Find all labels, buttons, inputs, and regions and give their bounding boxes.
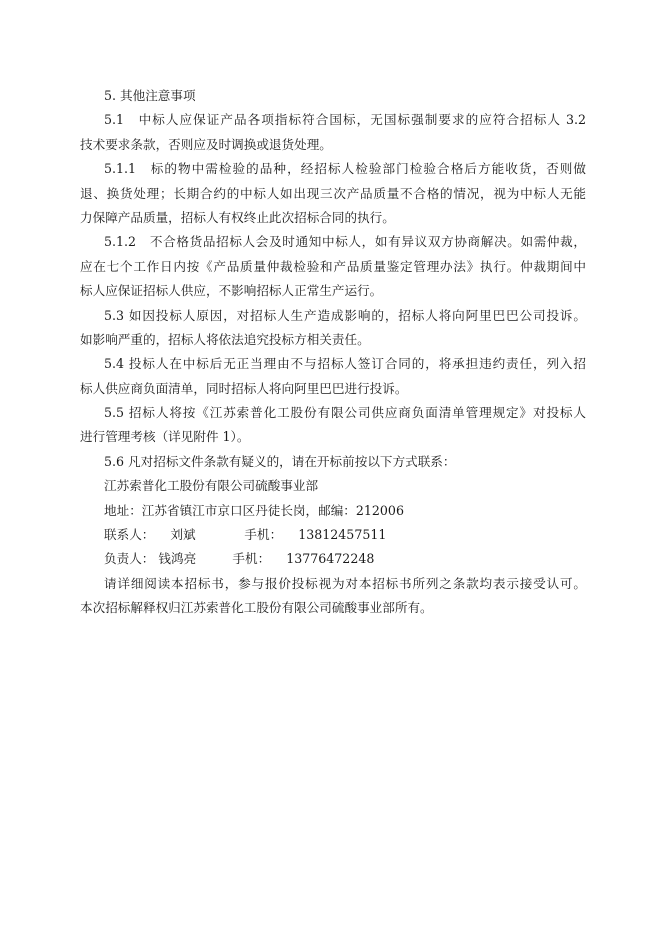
manager-row (80, 547, 586, 571)
paragraph-line: 5.4 投标人在中标后无正当理由不与招标人签订合同的，将承担违约责任，列入招 (104, 356, 586, 372)
paragraph-line: 标人应保证招标人供应，不影响招标人正常生产运行。 (80, 283, 383, 299)
paragraph-line: 本次招标解释权归江苏索普化工股份有限公司硫酸事业部所有。 (80, 600, 433, 616)
contact-phone-label: 手机： (244, 527, 283, 543)
paragraph-line: 如影响严重的，招标人将依法追究投标方相关责任。 (80, 331, 370, 347)
paragraph-line: 5.5 招标人将按《江苏索普化工股份有限公司供应商负面清单管理规定》对投标人 (104, 405, 586, 421)
paragraph-5-3 (80, 304, 586, 353)
manager-name: 钱鸿亮 (158, 551, 197, 567)
section-title: 5. 其他注意事项 (104, 88, 196, 103)
paragraph-5-1 (80, 108, 586, 157)
paragraph-line: 应在七个工作日内按《产品质量仲裁检验和产品质量鉴定管理办法》执行。仲裁期间中 (80, 258, 586, 274)
paragraph-line: 进行管理考核（详见附件 1）。 (80, 429, 250, 445)
address: 地址：江苏省镇江市京口区丹徒长岗，邮编：212006 (104, 502, 404, 518)
contact-name: 刘斌 (170, 527, 196, 543)
paragraph-line: 请详细阅读本招标书，参与报价投标视为对本招标书所列之条款均表示接受认可。 (104, 575, 586, 591)
paragraph-line: 5.6 凡对招标文件条款有疑义的，请在开标前按以下方式联系： (104, 453, 456, 469)
paragraph-5-1-1 (80, 157, 586, 230)
manager-phone: 13776472248 (286, 551, 375, 567)
paragraph-line: 技术要求条款，否则应及时调换或退货处理。 (80, 136, 332, 152)
manager-phone-label: 手机： (232, 551, 271, 567)
manager-label: 负责人： (104, 551, 155, 567)
company-name: 江苏索普化工股份有限公司硫酸事业部 (104, 478, 319, 494)
paragraph-line: 5.3 如因投标人原因，对招标人生产造成影响的，招标人将向阿里巴巴公司投诉。 (104, 307, 586, 323)
contact-phone: 13812457511 (298, 527, 387, 543)
paragraph-5-6 (80, 450, 586, 474)
contact-block (80, 474, 586, 572)
paragraph-5-1-2 (80, 230, 586, 303)
paragraph-line: 力保障产品质量，招标人有权终止此次招标合同的执行。 (80, 209, 395, 225)
paragraph-line: 5.1.1 标的物中需检验的品种，经招标人检验部门检验合格后方能收货，否则做 (104, 161, 586, 177)
paragraph-5-4 (80, 352, 586, 401)
paragraph-line: 5.1.2 不合格货品招标人会及时通知中标人，如有异议双方协商解决。如需仲裁， (104, 234, 586, 250)
paragraph-line: 退、换货处理；长期合约的中标人如出现三次产品质量不合格的情况，视为中标人无能 (80, 185, 586, 201)
closing-paragraph (80, 572, 586, 621)
paragraph-line: 标人供应商负面清单，同时招标人将向阿里巴巴进行投诉。 (80, 380, 408, 396)
paragraph-line: 5.1 中标人应保证产品各项指标符合国标，无国标强制要求的应符合招标人 3.2 (104, 112, 586, 128)
contact-person-row (80, 523, 586, 547)
paragraph-5-5 (80, 401, 586, 450)
contact-label: 联系人： (104, 527, 155, 543)
document-page (80, 84, 586, 621)
